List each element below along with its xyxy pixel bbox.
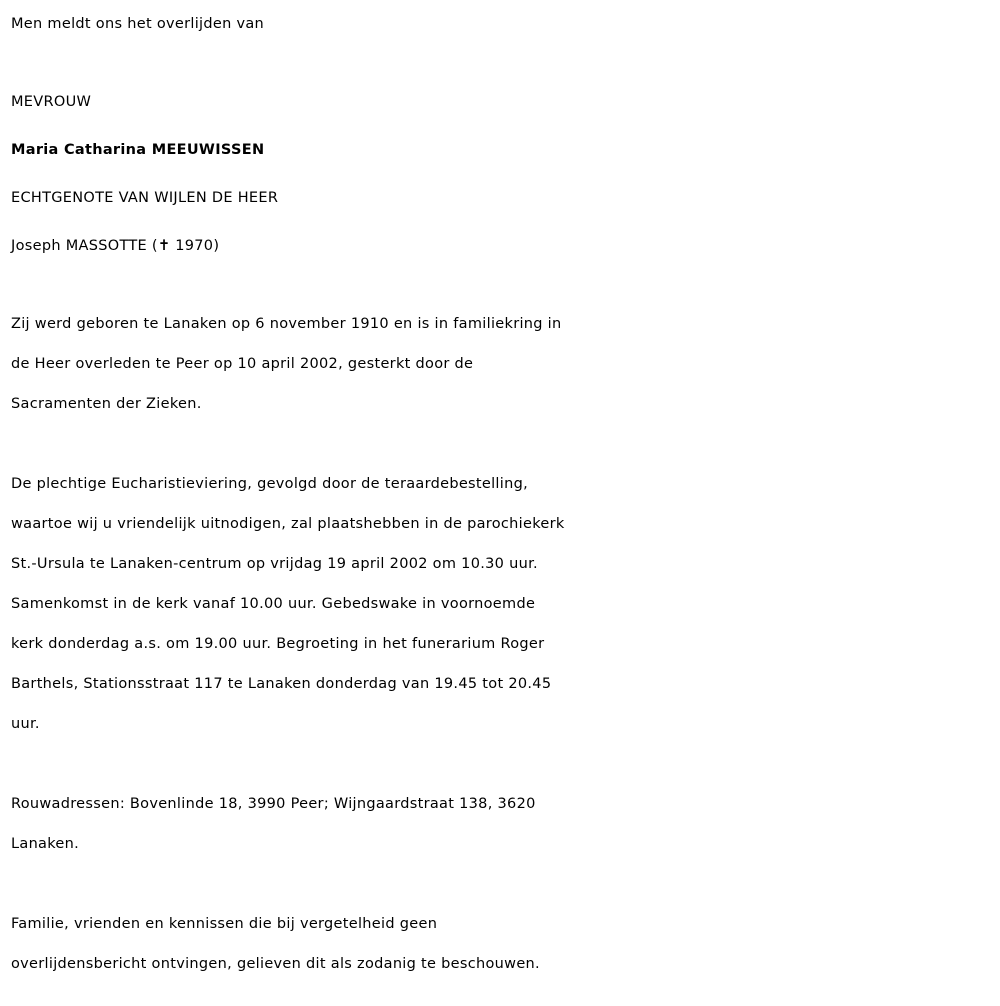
spacer [11, 270, 991, 304]
paragraph-line: de Heer overleden te Peer op 10 april 2002, gesterkt door de [11, 356, 474, 372]
address-paragraph [11, 784, 991, 864]
death-notice [11, 4, 991, 984]
paragraph-line: Rouwadressen: Bovenlinde 18, 3990 Peer; Wijngaardstraat 138, 3620 [11, 796, 536, 812]
paragraph-line: kerk donderdag a.s. om 19.00 uur. Begroeting in het funerarium Roger [11, 636, 545, 652]
paragraph-line: St.-Ursula te Lanaken-centrum op vrijdag 19 april 2002 om 10.30 uur. [11, 556, 538, 572]
paragraph-line: Barthels, Stationsstraat 117 te Lanaken donderdag van 19.45 tot 20.45 [11, 676, 552, 692]
intro-text: Men meldt ons het overlijden van [11, 16, 265, 32]
paragraph-line: waartoe wij u vriendelijk uitnodigen, zal plaatshebben in de parochiekerk [11, 516, 565, 532]
paragraph-line: Zij werd geboren te Lanaken op 6 november 1910 en is in familiekring in [11, 316, 562, 332]
ceremony-paragraph [11, 464, 991, 744]
spacer [11, 424, 991, 464]
birth-death-paragraph [11, 304, 991, 424]
deceased-name: Maria Catharina MEEUWISSEN [11, 142, 265, 158]
paragraph-line: Familie, vrienden en kennissen die bij vergetelheid geen [11, 916, 438, 932]
spacer [11, 44, 991, 78]
paragraph-line: Samenkomst in de kerk vanaf 10.00 uur. Gebedswake in voornoemde [11, 596, 536, 612]
paragraph-line: Sacramenten der Zieken. [11, 396, 202, 412]
spacer [11, 744, 991, 784]
paragraph-line: uur. [11, 716, 40, 732]
paragraph-line: Lanaken. [11, 836, 80, 852]
deceased-title: MEVROUW [11, 94, 92, 110]
deceased-header [11, 78, 991, 270]
closing-paragraph [11, 904, 991, 984]
spouse-label: ECHTGENOTE VAN WIJLEN DE HEER [11, 190, 279, 206]
paragraph-line: overlijdensbericht ontvingen, gelieven dit als zodanig te beschouwen. [11, 956, 540, 972]
spouse-name: Joseph MASSOTTE (✝ 1970) [11, 238, 220, 254]
paragraph-line: De plechtige Eucharistieviering, gevolgd door de teraardebestelling, [11, 476, 528, 492]
spacer [11, 864, 991, 904]
